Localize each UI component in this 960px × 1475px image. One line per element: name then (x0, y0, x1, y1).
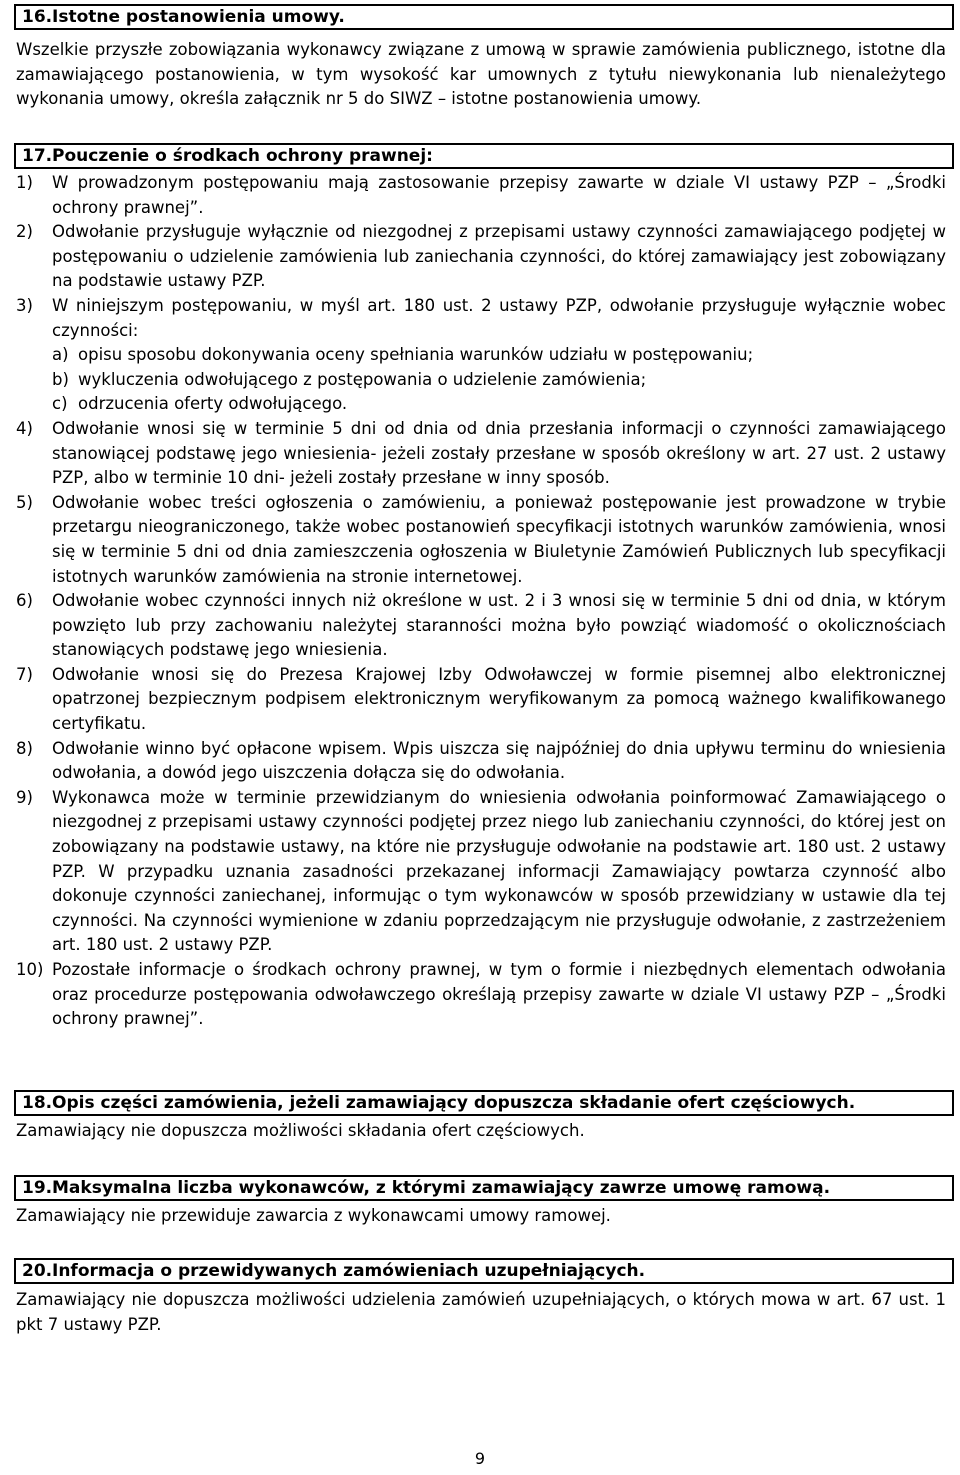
list-item-number: 10) (16, 960, 44, 979)
section-17-title: Pouczenie o środkach ochrony prawnej: (52, 146, 433, 166)
sub-item-text: wykluczenia odwołującego z postępowania o udzielenie zamówienia; (78, 369, 647, 389)
list-item-text: Odwołanie wnosi się do Prezesa Krajowej Izby Odwoławczej w formie pisemnej albo elektronicznej opatrzonej bezpiecznym podpisem elektronicznym weryfikowanym za pomocą ważnego kwalifikowanego certyfikatu. (52, 664, 946, 734)
sub-item (52, 343, 946, 368)
section-16-heading (14, 4, 954, 30)
list-item-number: 5) (16, 492, 33, 512)
section-18-body: Zamawiający nie dopuszcza możliwości składania ofert częściowych. (16, 1121, 585, 1140)
list-item-text: Odwołanie wobec czynności innych niż określone w ust. 2 i 3 wnosi się w terminie 5 dni od dnia, w którym powzięto lub przy zachowaniu należytej staranności można było powziąć wiadomość o okolicznościach stanowiących podstawę jego wniesienia. (52, 591, 946, 660)
list-item (16, 220, 946, 294)
sub-item-letter: a) (52, 345, 69, 365)
list-item-text: W prowadzonym postępowaniu mają zastosowanie przepisy zawarte w dziale VI ustawy PZP – „Środki ochrony prawnej”. (52, 173, 946, 217)
list-item (16, 589, 946, 663)
section-20-body: Zamawiający nie dopuszcza możliwości udzielenia zamówień uzupełniających, o których mowa w art. 67 ust. 1 pkt 7 ustawy PZP. (16, 1290, 946, 1334)
list-item (16, 958, 946, 1032)
sub-item-text: odrzucenia oferty odwołującego. (78, 394, 348, 414)
sub-item (52, 392, 946, 417)
list-item (16, 417, 946, 491)
list-item-content (52, 294, 946, 417)
list-item (16, 737, 946, 786)
sub-item-letter: b) (52, 369, 69, 389)
list-item-text: Odwołanie wobec treści ogłoszenia o zamówieniu, a ponieważ postępowanie jest prowadzone w trybie przetargu nieograniczonego, także wobec postanowień specyfikacji istotnych warunków zamówienia, wnosi się w terminie 5 dni od dnia zamieszczenia ogłoszenia w Biuletynie Zamówień Publicznych lub specyfikacji istotnych warunków zamówienia na stronie internetowej. (52, 492, 946, 586)
section-19-title: Maksymalna liczba wykonawców, z którymi zamawiający zawrze umowę ramową. (52, 1178, 831, 1198)
list-item-text: Pozostałe informacje o środkach ochrony prawnej, w tym o formie i niezbędnych elementach odwołania oraz procedurze postępowania odwoławczego określają przepisy zawarte w dziale VI ustawy PZP – „Środki ochrony prawnej”. (52, 960, 946, 1029)
section-19-body: Zamawiający nie przewiduje zawarcia z wykonawcami umowy ramowej. (16, 1206, 611, 1225)
section-16-body: Wszelkie przyszłe zobowiązania wykonawcy związane z umową w sprawie zamówienia publicznego, istotne dla zamawiającego postanowienia, w tym wysokość kar umownych z tytułu niewykonania lub nienależytego wykonania umowy, określa załącznik nr 5 do SIWZ – istotne postanowienia umowy. (16, 40, 946, 109)
list-item-number: 9) (16, 787, 33, 807)
sub-item-text: opisu sposobu dokonywania oceny spełniania warunków udziału w postępowaniu; (78, 345, 754, 365)
list-item (16, 786, 946, 958)
list-item-text: Odwołanie wnosi się w terminie 5 dni od dnia od dnia przesłania informacji o czynności zamawiającego stanowiącej podstawę jego wniesienia- jeżeli zostały przesłane w sposób określony w art. 27 ust. 2 ustawy PZP, albo w terminie 10 dni- jeżeli zostały przesłane w inny sposób. (52, 418, 946, 488)
section-17-number: 17. (22, 146, 53, 166)
list-item-number: 4) (16, 418, 33, 438)
list-item-text: W niniejszym postępowaniu, w myśl art. 180 ust. 2 ustawy PZP, odwołanie przysługuje wyłącznie wobec czynności: (52, 295, 946, 340)
list-item-number: 7) (16, 664, 33, 684)
list-item-number: 2) (16, 222, 33, 242)
section-20-title: Informacja o przewidywanych zamówieniach uzupełniających. (52, 1261, 646, 1281)
section-18-number: 18. (22, 1093, 53, 1113)
section-17-heading (14, 143, 954, 169)
section-18-title: Opis części zamówienia, jeżeli zamawiający dopuszcza składanie ofert częściowych. (52, 1093, 856, 1113)
section-17-list (16, 171, 946, 1032)
sub-item (52, 368, 946, 393)
list-item-text: Odwołanie przysługuje wyłącznie od niezgodnej z przepisami ustawy czynności zamawiającego podjętej w postępowaniu o udzielenie zamówienia lub zaniechania czynności, do której zamawiający jest zobowiązany na podstawie ustawy PZP. (52, 222, 946, 291)
list-item-text: Wykonawca może w terminie przewidzianym do wniesienia odwołania poinformować Zamawiającego o niezgodnej z przepisami ustawy czynności podjętej przez niego lub zaniechaniu czynności, do której jest on zobowiązany na podstawie ustawy, na które nie przysługuje odwołanie na podstawie art. 180 ust. 2 ustawy PZP. W przypadku uznania zasadności przekazanej informacji Zamawiający powtarza czynność albo dokonuje czynności zaniechanej, informując o tym wykonawców w sposób przewidziany w ustawie dla tej czynności. Na czynności wymienione w zdaniu poprzedzającym nie przysługuje odwołanie, z zastrzeżeniem art. 180 ust. 2 ustawy PZP. (52, 787, 946, 955)
list-item (16, 171, 946, 220)
list-item-number: 6) (16, 591, 33, 611)
list-item-text: Odwołanie winno być opłacone wpisem. Wpis uiszcza się najpóźniej do dnia upływu terminu do wniesienia odwołania, a dowód jego uiszczenia dołącza się do odwołania. (52, 738, 946, 783)
list-item-number: 3) (16, 295, 33, 315)
list-item (16, 491, 946, 589)
section-19-number: 19. (22, 1178, 53, 1198)
list-item-number: 1) (16, 173, 33, 192)
section-19-heading (14, 1175, 954, 1201)
list-item-number: 8) (16, 738, 33, 758)
section-20-heading (14, 1258, 954, 1284)
section-18-heading (14, 1090, 954, 1116)
page-number: 9 (474, 1449, 486, 1468)
section-20-number: 20. (22, 1261, 53, 1281)
section-16-number: 16. (22, 7, 53, 27)
sub-item-letter: c) (52, 394, 68, 414)
list-item (16, 294, 946, 417)
section-16-title: Istotne postanowienia umowy. (52, 7, 345, 27)
list-item (16, 663, 946, 737)
